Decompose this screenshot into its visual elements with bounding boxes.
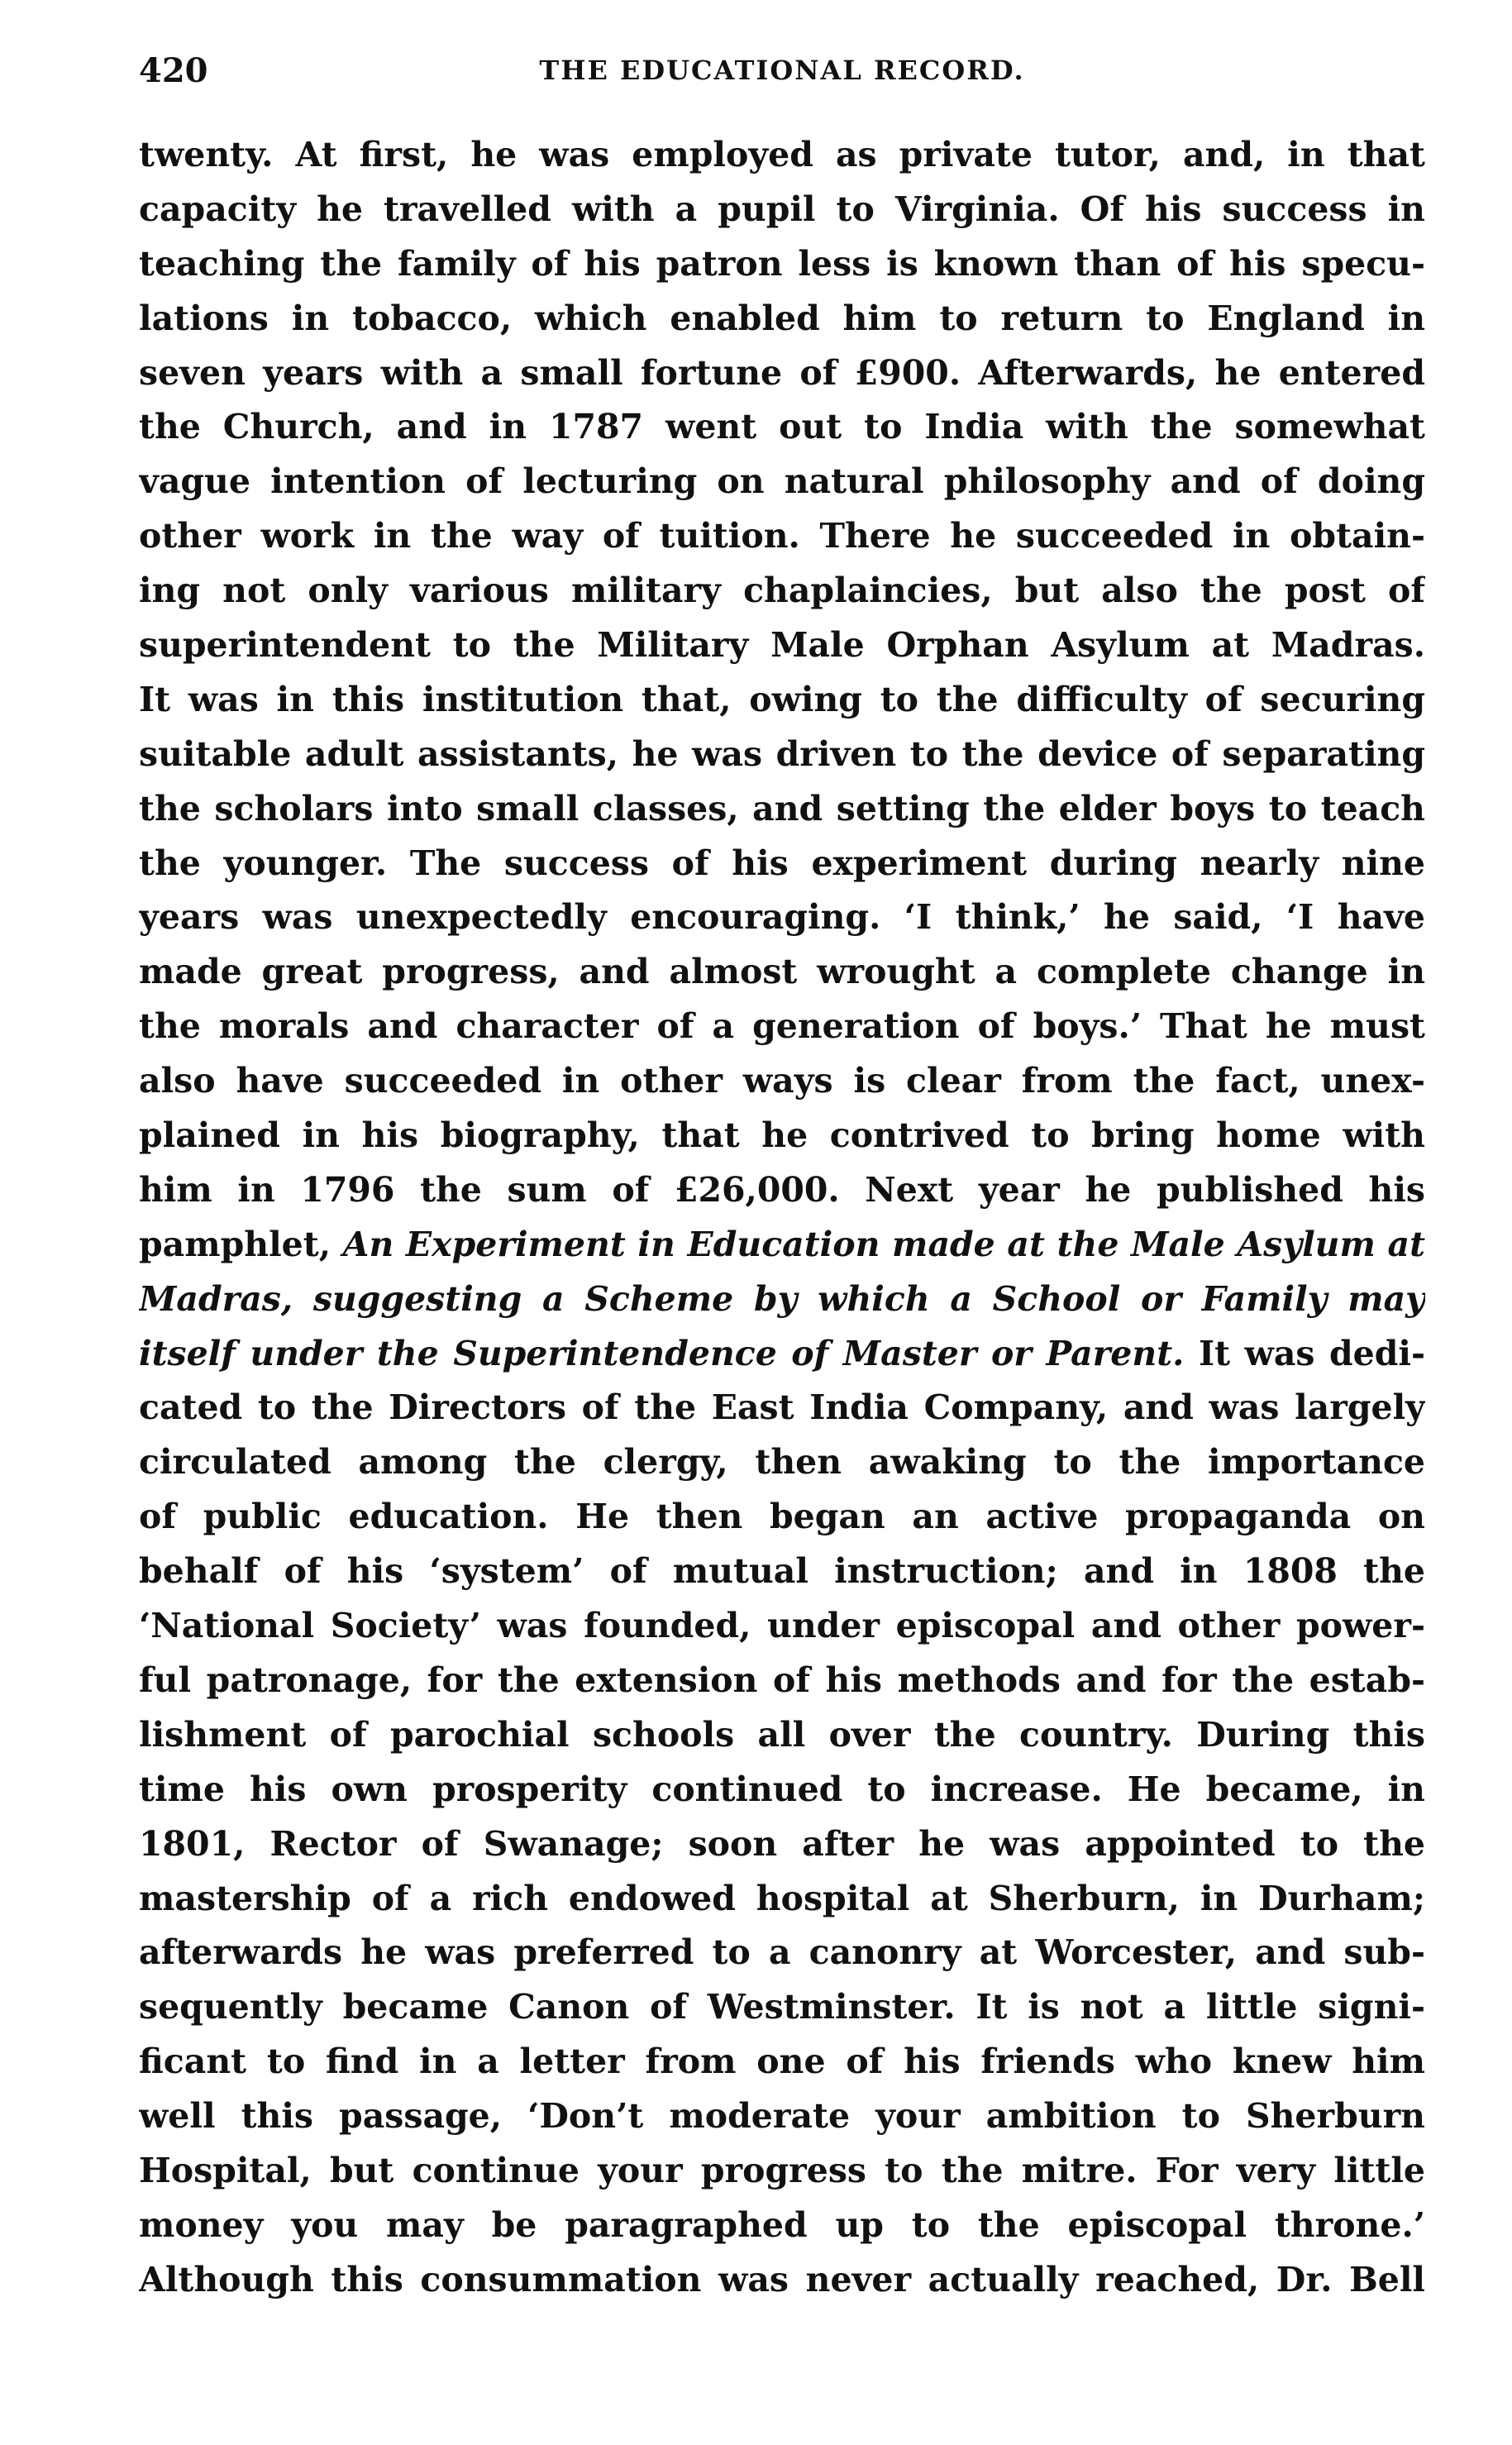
text-line [139, 782, 1425, 837]
text-segment: twenty. At first, he was employed as private tutor, and, in that [139, 135, 1425, 174]
text-segment: behalf of his ‘system’ of mutual instruction; and in 1808 the [139, 1551, 1425, 1592]
text-line [139, 1000, 1425, 1054]
text-line [139, 1763, 1425, 1817]
text-line [139, 2253, 1425, 2308]
text-segment: teaching the family of his patron less is known than of his specu- [139, 243, 1425, 284]
text-segment: afterwards he was preferred to a canonry at Worcester, and sub- [139, 1932, 1425, 1973]
text-line [139, 2035, 1425, 2089]
text-segment: well this passage, ‘Don’t moderate your ambition to Sherburn [139, 2096, 1425, 2137]
text-line [139, 1817, 1425, 1872]
italic-title-text: Madras, suggesting a Scheme by which a School or Family may [139, 1278, 1425, 1319]
text-segment: lishment of parochial schools all over the country. During this [139, 1714, 1425, 1755]
text-line [139, 1980, 1425, 2035]
text-segment: ful patronage, for the extension of his methods and for the estab- [139, 1659, 1425, 1700]
text-line [139, 1327, 1425, 1382]
text-segment: the scholars into small classes, and setting the elder boys to teach [139, 788, 1425, 829]
text-segment: It was in this institution that, owing to the difficulty of securing [139, 679, 1425, 719]
text-line [139, 1872, 1425, 1927]
text-line [139, 1599, 1425, 1654]
text-line [139, 564, 1425, 618]
text-line [139, 1654, 1425, 1708]
text-line [139, 346, 1425, 401]
text-line [139, 292, 1425, 346]
text-line [139, 1708, 1425, 1763]
text-segment: 1801, Rector of Swanage; soon after he was appointed to the [139, 1823, 1425, 1864]
text-line [139, 1273, 1425, 1327]
text-segment: seven years with a small fortune of £900. Afterwards, he entered [139, 352, 1425, 393]
text-segment: him in 1796 the sum of £26,000. Next year he published his [139, 1169, 1425, 1210]
text-line [139, 1381, 1425, 1435]
text-line [139, 1054, 1425, 1109]
text-line [139, 2089, 1425, 2144]
text-segment: capacity he travelled with a pupil to Virginia. Of his success in [139, 189, 1425, 229]
text-segment: made great progress, and almost wrought a complete change in [139, 952, 1425, 992]
text-line [139, 237, 1425, 292]
text-segment: the morals and character of a generation of boys.’ That he must [139, 1006, 1425, 1047]
body-text [139, 128, 1425, 2308]
text-segment: vague intention of lecturing on natural philosophy and of doing [139, 461, 1425, 502]
text-segment: years was unexpectedly encouraging. ‘I think,’ he said, ‘I have [139, 897, 1425, 938]
text-segment: ficant to find in a letter from one of his friends who knew him [139, 2041, 1425, 2082]
text-segment: of public education. He then began an active propaganda on [139, 1497, 1425, 1537]
text-line [139, 1109, 1425, 1163]
text-line [139, 728, 1425, 782]
text-segment: other work in the way of tuition. There he succeeded in obtain- [139, 516, 1425, 556]
text-line [139, 1163, 1425, 1218]
text-line [139, 2144, 1425, 2199]
text-line [139, 837, 1425, 891]
italic-title-text: An Experiment in Education made at the Male Asylum at [342, 1224, 1425, 1264]
italic-title-text: itself under the Superintendence of Master or Parent. [139, 1333, 1185, 1373]
text-line [139, 1218, 1425, 1273]
text-line [139, 509, 1425, 564]
text-segment: mastership of a rich endowed hospital at Sherburn, in Durham; [139, 1878, 1425, 1918]
text-line [139, 1435, 1425, 1490]
text-segment: the Church, and in 1787 went out to India with the somewhat [139, 407, 1425, 447]
text-segment: Hospital, but continue your progress to the mitre. For very little [139, 2150, 1425, 2190]
text-segment: pamphlet, [139, 1224, 343, 1264]
text-segment: circulated among the clergy, then awaking to the importance [139, 1442, 1425, 1483]
text-line [139, 400, 1425, 455]
text-segment: time his own prosperity continued to increase. He became, in [139, 1769, 1425, 1809]
text-segment: plained in his biography, that he contrived to bring home with [139, 1115, 1425, 1156]
page-header [139, 51, 1425, 93]
text-segment: sequently became Canon of Westminster. It is not a little signi- [139, 1987, 1425, 2027]
text-segment: ‘National Society’ was founded, under episcopal and other power- [139, 1606, 1425, 1646]
text-line [139, 183, 1425, 237]
text-line [139, 1490, 1425, 1545]
text-segment: also have succeeded in other ways is clear from the fact, unex- [139, 1061, 1425, 1101]
text-line [139, 673, 1425, 728]
text-line [139, 618, 1425, 673]
text-segment: ing not only various military chaplaincies, but also the post of [139, 571, 1425, 611]
text-segment: money you may be paragraphed up to the episcopal throne.’ [139, 2204, 1425, 2245]
text-segment: lations in tobacco, which enabled him to return to England in [139, 298, 1425, 338]
text-segment: Although this consummation was never actually reached, Dr. Bell [139, 2259, 1425, 2299]
text-line [139, 891, 1425, 945]
page-number: 420 [139, 51, 208, 90]
text-segment: cated to the Directors of the East India Company, and was largely [139, 1387, 1425, 1428]
text-segment: the younger. The success of his experiment during nearly nine [139, 843, 1425, 883]
text-line [139, 2199, 1425, 2253]
text-line [139, 128, 1425, 183]
text-line [139, 945, 1425, 1000]
running-title: THE EDUCATIONAL RECORD. [539, 55, 1025, 86]
text-line [139, 455, 1425, 509]
text-line [139, 1545, 1425, 1599]
text-segment: It was dedi- [1198, 1333, 1425, 1373]
text-line [139, 1926, 1425, 1980]
text-segment: suitable adult assistants, he was driven to the device of separating [139, 733, 1425, 774]
text-segment: superintendent to the Military Male Orphan Asylum at Madras. [139, 625, 1425, 666]
